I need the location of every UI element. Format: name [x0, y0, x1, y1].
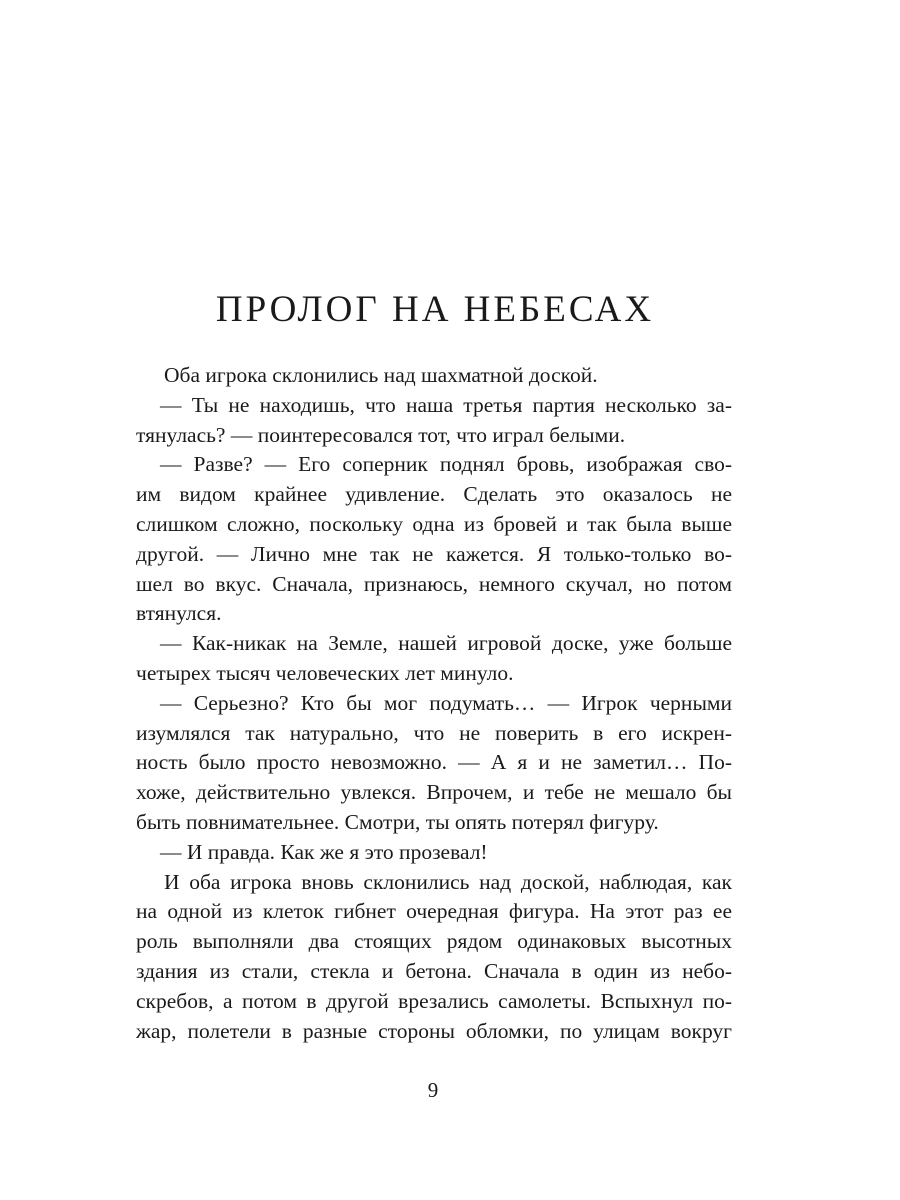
body-text — [136, 361, 732, 1046]
text-line: здания из стали, стекла и бетона. Сначала в один из небо- — [136, 958, 732, 983]
text-line: — Как-никак на Земле, нашей игровой доске, уже больше — [160, 631, 732, 656]
text-line: хоже, действительно увлекся. Впрочем, и тебе не мешало бы — [136, 780, 732, 805]
text-line: на одной из клеток гибнет очередная фигура. На этот раз ее — [136, 899, 732, 924]
page-number: 9 — [427, 1078, 439, 1102]
text-line: — Разве? — Его соперник поднял бровь, изображая сво- — [160, 452, 732, 477]
text-line: И оба игрока вновь склонились над доской, наблюдая, как — [164, 869, 732, 894]
text-line: втянулся. — [136, 601, 222, 626]
text-line: — И правда. Как же я это прозевал! — [160, 839, 488, 864]
text-line: им видом крайнее удивление. Сделать это оказалось не — [136, 482, 732, 507]
text-line: слишком сложно, поскольку одна из бровей и так была выше — [136, 511, 732, 536]
text-line: быть повнимательнее. Смотри, ты опять потерял фигуру. — [136, 809, 659, 834]
text-line: тянулась? — поинтересовался тот, что играл белыми. — [136, 422, 626, 447]
text-line: — Ты не находишь, что наша третья партия несколько за- — [160, 392, 732, 417]
text-line: ность было просто невозможно. — А я и не заметил… По- — [136, 750, 732, 775]
text-line: роль выполняли два стоящих рядом одинаковых высотных — [136, 929, 732, 954]
text-line: — Серьезно? Кто бы мог подумать… — Игрок черными — [160, 690, 732, 715]
text-line: жар, полетели в разные стороны обломки, по улицам вокруг — [136, 1018, 732, 1043]
text-line: четырех тысяч человеческих лет минуло. — [136, 660, 514, 685]
text-line: скребов, а потом в другой врезались самолеты. Вспыхнул по- — [136, 988, 732, 1013]
text-line: другой. — Лично мне так не кажется. Я только-только во- — [136, 541, 732, 566]
text-line: шел во вкус. Сначала, признаюсь, немного скучал, но потом — [136, 571, 732, 596]
chapter-title: ПРОЛОГ НА НЕБЕСАХ — [215, 289, 655, 330]
text-line: Оба игрока склонились над шахматной доской. — [164, 363, 598, 387]
text-line: изумлялся так натурально, что не поверить в его искрен- — [136, 720, 732, 745]
